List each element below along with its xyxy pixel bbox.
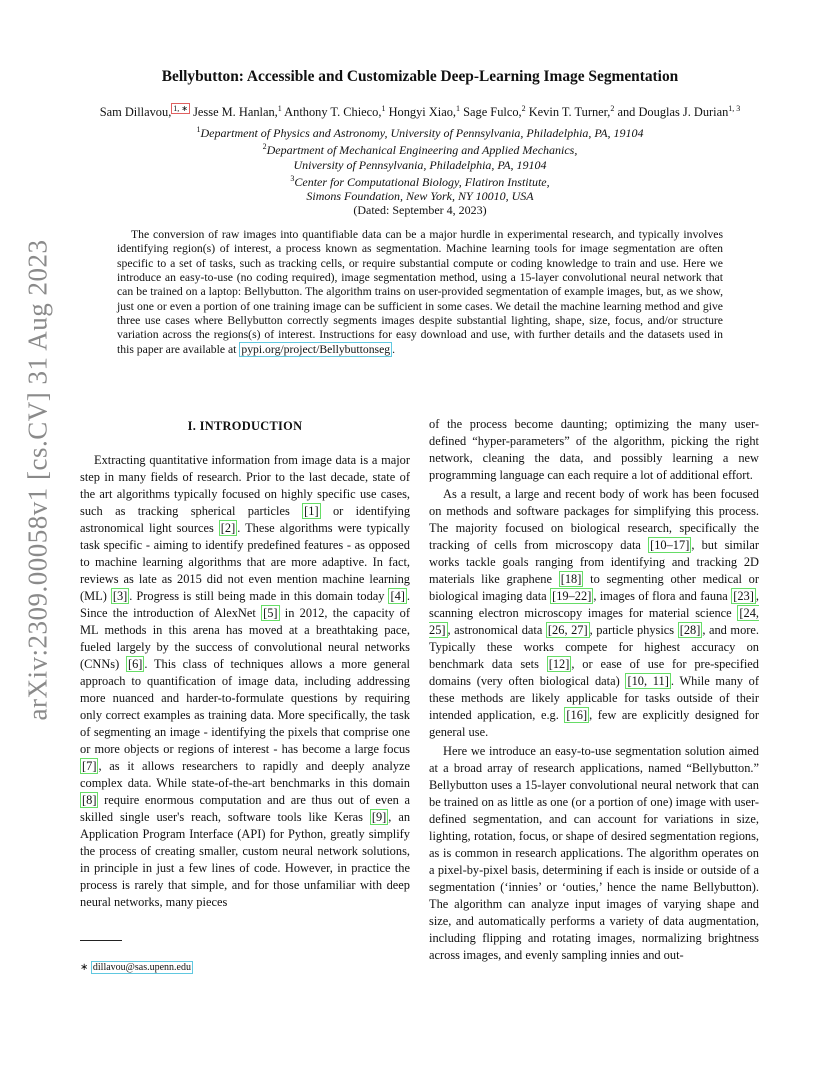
author-6: Kevin T. Turner, bbox=[525, 105, 611, 120]
citation[interactable]: [18] bbox=[560, 572, 582, 586]
citation[interactable]: [23] bbox=[733, 589, 754, 603]
text-run: Extracting quantitative information from image data is a major step in many fields of research. Prior to the last decade, state of the art algorithms typically focused on highly specific use cases, such as tracking spherical particles bbox=[80, 453, 410, 518]
email-link[interactable]: dillavou@sas.upenn.edu bbox=[92, 962, 191, 973]
citation[interactable]: [8] bbox=[82, 793, 97, 807]
author-6-affil: 2 bbox=[610, 104, 615, 113]
author-3: Anthony T. Chieco, bbox=[281, 105, 382, 120]
author-5-affil: 2 bbox=[521, 104, 526, 113]
paper-title: Bellybutton: Accessible and Customizable Deep-Learning Image Segmentation bbox=[161, 68, 679, 85]
citation[interactable]: [19–22] bbox=[552, 589, 592, 603]
affiliation-1-text: Department of Physics and Astronomy, University of Pennsylvania, Philadelphia, PA, 19104 bbox=[200, 126, 644, 141]
citation[interactable]: [26, 27] bbox=[547, 623, 588, 637]
citation[interactable]: [24, 25] bbox=[429, 606, 759, 637]
footnote-rule bbox=[80, 940, 122, 941]
affiliation-2-line-1: Department of Mechanical Engineering and Applied Mechanics, bbox=[266, 143, 578, 158]
citation[interactable]: [7] bbox=[82, 759, 97, 773]
affiliation-3 bbox=[80, 172, 760, 189]
section-heading: I. INTRODUCTION bbox=[187, 419, 303, 433]
citation[interactable]: [5] bbox=[263, 606, 278, 620]
citation[interactable]: [3] bbox=[112, 589, 128, 603]
author-7: and Douglas J. Durian bbox=[614, 105, 729, 120]
text-run: , or ease of use for pre-specified domains (very often biological data) bbox=[429, 657, 759, 688]
citation[interactable]: [9] bbox=[371, 810, 387, 824]
affiliation-2-mark: 2 bbox=[262, 142, 267, 152]
paper-header bbox=[80, 62, 760, 357]
citation[interactable]: [10, 11] bbox=[627, 674, 669, 688]
intro-paragraph-1 bbox=[80, 452, 410, 911]
arxiv-stamp bbox=[18, 239, 58, 721]
citation[interactable]: [4] bbox=[390, 589, 405, 603]
text-run: . These algorithms were typically task specific - aiming to identify predefined features - as opposed to machine learning algorithms that are more adaptive. In fact, reviews as late as 2015 did not even mention machine learning (ML) bbox=[80, 521, 410, 603]
affiliation-3-line-1: Center for Computational Biology, Flatiron Institute, bbox=[294, 174, 550, 189]
intro-paragraph-3: Here we introduce an easy-to-use segmentation solution aimed at a broad array of research applications, named “Bellybutton.” Bellybutton uses a 15-layer convolutional neural network that can be trained on as little as one (or a portion of one) image with user-defined segmentation, and can account for variations in size, lighting, rotation, focus, or shape of desired segmentation regions, as is common in research applications. The algorithm operates on a pixel-by-pixel basis, determining if each is inside or outside of a segmentation (‘innies’ or ‘outies,’ hence the name Bellybutton). The algorithm can analyze input images of varying shape and size, and automatically performs a variety of data augmentation, including flipping and rotating images, normalizing brightness across images, and evenly sampling innies and out- bbox=[429, 744, 759, 962]
text-run: , as it allows researchers to rapidly and deeply analyze complex data. While state-of-the-art benchmarks in this domain bbox=[80, 759, 410, 790]
author-3-affil: 1 bbox=[381, 104, 386, 113]
text-run: . This class of techniques allows a more general approach to quantification of image data, including addressing more nuanced and harder-to-formulate questions by requiring only correct examples as training data. More specifically, the task of segmenting an image - identifying the pixels that comprise one or more objects or regions of interest - has become a large focus bbox=[80, 657, 410, 756]
text-run: , astronomical data bbox=[447, 623, 546, 637]
text-run: . Since the introduction of AlexNet bbox=[80, 589, 411, 620]
text-run: , an Application Program Interface (API) for Python, greatly simplify the process of creating smaller, custom neural network solutions, in principle in just a few lines of code. However, in practice the process is rarely that simple, and for those unfamiliar with deep neural networks, many pieces bbox=[80, 810, 411, 909]
date-line: (Dated: September 4, 2023) bbox=[353, 203, 487, 218]
text-run: , and more. Typically these works compete for highest accuracy on benchmark data sets bbox=[429, 623, 759, 671]
intro-paragraph-1-cont: of the process become daunting; optimizing the many user-defined “hyper-parameters” of the algorithm, picking the right network, cleaning the data, and possibly learning a new programming language can each require a lot of additional effort. bbox=[429, 417, 759, 482]
author-5: Sage Fulco, bbox=[460, 105, 522, 120]
text-run: , scanning electron microscopy images for material science bbox=[429, 589, 759, 620]
author-2-affil: 1 bbox=[277, 104, 282, 113]
text-run: or identifying astronomical light sources bbox=[80, 504, 411, 535]
text-run: , images of flora and fauna bbox=[593, 589, 732, 603]
affiliation-2 bbox=[80, 140, 760, 157]
citation[interactable]: [16] bbox=[566, 708, 588, 722]
text-run: require enormous computation and are thus out of even a skilled single user's reach, software tools like Keras bbox=[80, 793, 410, 824]
citation[interactable]: [1] bbox=[304, 504, 319, 518]
text-run: , particle physics bbox=[589, 623, 678, 637]
left-column bbox=[80, 413, 410, 911]
author-1: Sam Dillavou, bbox=[99, 105, 172, 120]
arxiv-id: arXiv:2309.00058v1 [cs.CV] 31 Aug 2023 bbox=[22, 239, 53, 721]
affiliation-1 bbox=[80, 123, 760, 140]
text-run: in 2012, the capacity of ML methods in this arena has moved at a breathtaking pace, fueled largely by the success of convolutional neural networks (CNNs) bbox=[80, 606, 410, 671]
citation[interactable]: [2] bbox=[220, 521, 236, 535]
text-run: to segmenting other medical or biological imaging data bbox=[429, 572, 759, 603]
footnote-mark: ∗ bbox=[80, 962, 91, 973]
pypi-link[interactable]: pypi.org/project/Bellybuttonseg bbox=[241, 342, 391, 356]
abstract-text: The conversion of raw images into quantifiable data can be a major hurdle in experimental research, and typically involves identifying region(s) of interest, a process known as segmentation. Machine learning tools for image segmentation are often specific to a set of tasks, such as tracking cells, or require substantial compute or coding knowledge to train and use. Here we introduce an easy-to-use (no coding required), image segmentation method, using a 15-layer convolutional neural network that can be trained on a laptop: Bellybutton. The algorithm trains on user-provided segmentation of example images, but, as we show, just one or even a portion of one training image can be sufficient in some cases. We detail the machine learning method and give three use cases where Bellybutton correctly segments images despite substantial lighting, shape, size, focus, and/or structure variation across the regions(s) of interest. Instructions for easy download and use, with further details and the datasets used in this paper are available at bbox=[117, 228, 723, 356]
text-run: , few are explicitly designed for general use. bbox=[429, 708, 760, 739]
text-run: . While many of these methods are likely applicable for tasks outside of their intended application, e.g. bbox=[429, 674, 759, 722]
affiliation-2-cont: University of Pennsylvania, Philadelphia, PA, 19104 bbox=[293, 157, 547, 172]
affiliation-1-mark: 1 bbox=[196, 125, 201, 135]
affiliation-3-cont: Simons Foundation, New York, NY 10010, USA bbox=[306, 188, 534, 203]
author-4: Hongyi Xiao, bbox=[385, 105, 457, 120]
citation[interactable]: [6] bbox=[127, 657, 143, 671]
right-column bbox=[429, 416, 759, 964]
text-run: , but similar works tackle goals ranging from identifying and tracking 2D materials like graphene bbox=[429, 538, 759, 586]
text-run: As a result, a large and recent body of work has been focused on methods and software packages for simplifying this process. The majority focused on biological research, specifically the tracking of cells from microscopy data bbox=[429, 487, 759, 552]
citation[interactable]: [28] bbox=[679, 623, 701, 637]
affiliation-3-mark: 3 bbox=[290, 173, 295, 183]
author-2: Jesse M. Hanlan, bbox=[190, 105, 278, 120]
citation[interactable]: [10–17] bbox=[650, 538, 690, 552]
author-list bbox=[80, 100, 760, 121]
text-run: . Progress is still being made in this domain today bbox=[129, 589, 389, 603]
abstract-end: . bbox=[392, 342, 396, 356]
author-4-affil: 1 bbox=[456, 104, 461, 113]
citation[interactable]: [12] bbox=[548, 657, 570, 671]
footnote bbox=[80, 962, 193, 973]
abstract bbox=[117, 228, 723, 357]
intro-paragraph-2 bbox=[429, 486, 759, 741]
author-7-affil: 1, 3 bbox=[728, 104, 741, 113]
author-1-affil[interactable]: 1, ∗ bbox=[173, 104, 188, 113]
affiliations bbox=[80, 123, 760, 203]
